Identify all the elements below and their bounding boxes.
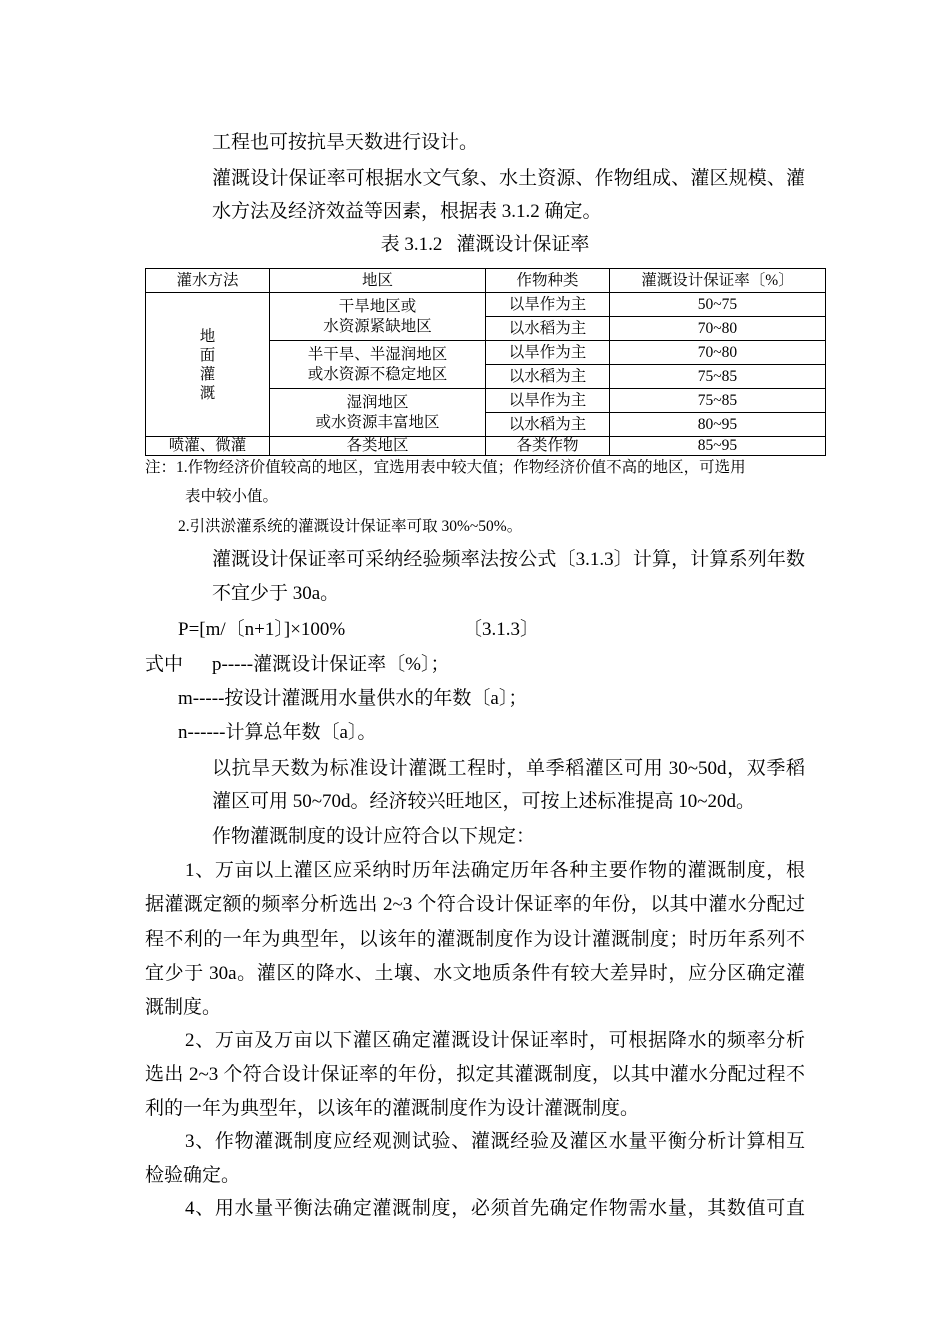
region-cell: 各类地区 [270, 437, 486, 456]
table-caption-number: 表 3.1.2 [380, 234, 443, 255]
table-note: 表中较小值。 [185, 488, 279, 505]
list-item-text: 利的一年为典型年，以该年的灌溉制度作为设计灌溉制度。 [145, 1098, 640, 1119]
paragraph-text: 工程也可按抗旱天数进行设计。 [212, 132, 479, 153]
table-header-row [146, 269, 826, 293]
variable-definition: n------计算总年数〔a〕。 [178, 722, 377, 743]
list-item-text: 3、作物灌溉制度应经观测试验、灌溉经验及灌区水量平衡分析计算相互 [185, 1131, 805, 1152]
rate-cell: 50~75 [610, 293, 826, 317]
paragraph-text: 以抗旱天数为标准设计灌溉工程时，单季稻灌区可用 30~50d，双季稻 [212, 758, 805, 779]
rate-cell: 70~80 [610, 317, 826, 341]
crop-cell: 以水稻为主 [486, 365, 610, 389]
rate-cell: 80~95 [610, 413, 826, 437]
rate-cell: 75~85 [610, 365, 826, 389]
table-caption-title: 灌溉设计保证率 [456, 234, 590, 255]
table-header-cell: 地区 [270, 269, 486, 293]
variable-definition: p-----灌溉设计保证率〔%〕； [212, 654, 450, 675]
table-header-cell: 作物种类 [486, 269, 610, 293]
formula: P=[m/〔n+1〕]×100% [178, 619, 346, 640]
list-item-text: 溉制度。 [145, 997, 222, 1018]
crop-cell: 以旱作为主 [486, 341, 610, 365]
list-item-text: 4、用水量平衡法确定灌溉制度，必须首先确定作物需水量，其数值可直 [185, 1198, 805, 1219]
region-cell: 干旱地区或 水资源紧缺地区 [270, 293, 486, 341]
paragraph-text: 灌溉设计保证率可采纳经验频率法按公式〔3.1.3〕计算，计算系列年数 [212, 549, 805, 570]
irrigation-guarantee-table [145, 268, 826, 456]
crop-cell: 以水稻为主 [486, 317, 610, 341]
table-row [146, 293, 826, 317]
region-cell: 湿润地区 或水资源丰富地区 [270, 389, 486, 437]
list-item-text: 2、万亩及万亩以下灌区确定灌溉设计保证率时，可根据降水的频率分析 [185, 1030, 805, 1051]
method-cell: 喷灌、微灌 [146, 437, 270, 456]
list-item-text: 1、万亩以上灌区应采纳时历年法确定历年各种主要作物的灌溉制度，根 [185, 860, 805, 881]
rate-cell: 85~95 [610, 437, 826, 456]
where-label: 式中 [145, 654, 184, 675]
list-item-text: 宜少于 30a。灌区的降水、土壤、水文地质条件有较大差异时，应分区确定灌 [145, 963, 805, 984]
paragraph-text: 水方法及经济效益等因素，根据表 3.1.2 确定。 [212, 201, 602, 222]
rate-cell: 75~85 [610, 389, 826, 413]
paragraph-text: 灌溉设计保证率可根据水文气象、水土资源、作物组成、灌区规模、灌 [212, 168, 805, 189]
list-item-text: 检验确定。 [145, 1165, 241, 1186]
variable-definition: m-----按设计灌溉用水量供水的年数〔a〕； [178, 688, 528, 709]
method-surface-cell: 地 面 灌 溉 [146, 293, 270, 437]
table-note: 2.引洪淤灌系统的灌溉设计保证率可取 30%~50%。 [178, 518, 523, 535]
paragraph-text: 作物灌溉制度的设计应符合以下规定： [212, 826, 536, 847]
rate-cell: 70~80 [610, 341, 826, 365]
region-cell: 半干旱、半湿润地区 或水资源不稳定地区 [270, 341, 486, 389]
table-header-cell: 灌水方法 [146, 269, 270, 293]
list-item-text: 程不利的一年为典型年，以该年的灌溉制度作为设计灌溉制度；时历年系列不 [145, 929, 805, 950]
table-caption [145, 234, 825, 256]
crop-cell: 各类作物 [486, 437, 610, 456]
crop-cell: 以旱作为主 [486, 293, 610, 317]
table-header-cell: 灌溉设计保证率〔%〕 [610, 269, 826, 293]
table-note: 注：1.作物经济价值较高的地区，宜选用表中较大值；作物经济价值不高的地区，可选用 [145, 459, 746, 476]
crop-cell: 以旱作为主 [486, 389, 610, 413]
list-item-text: 选出 2~3 个符合设计保证率的年份，拟定其灌溉制度，以其中灌水分配过程不 [145, 1064, 805, 1085]
table-row [146, 437, 826, 456]
crop-cell: 以水稻为主 [486, 413, 610, 437]
formula-number: 〔3.1.3〕 [463, 619, 540, 640]
paragraph-text: 灌区可用 50~70d。经济较兴旺地区，可按上述标准提高 10~20d。 [212, 791, 756, 812]
list-item-text: 据灌溉定额的频率分析选出 2~3 个符合设计保证率的年份，以其中灌水分配过 [145, 894, 805, 915]
paragraph-text: 不宜少于 30a。 [212, 583, 340, 604]
